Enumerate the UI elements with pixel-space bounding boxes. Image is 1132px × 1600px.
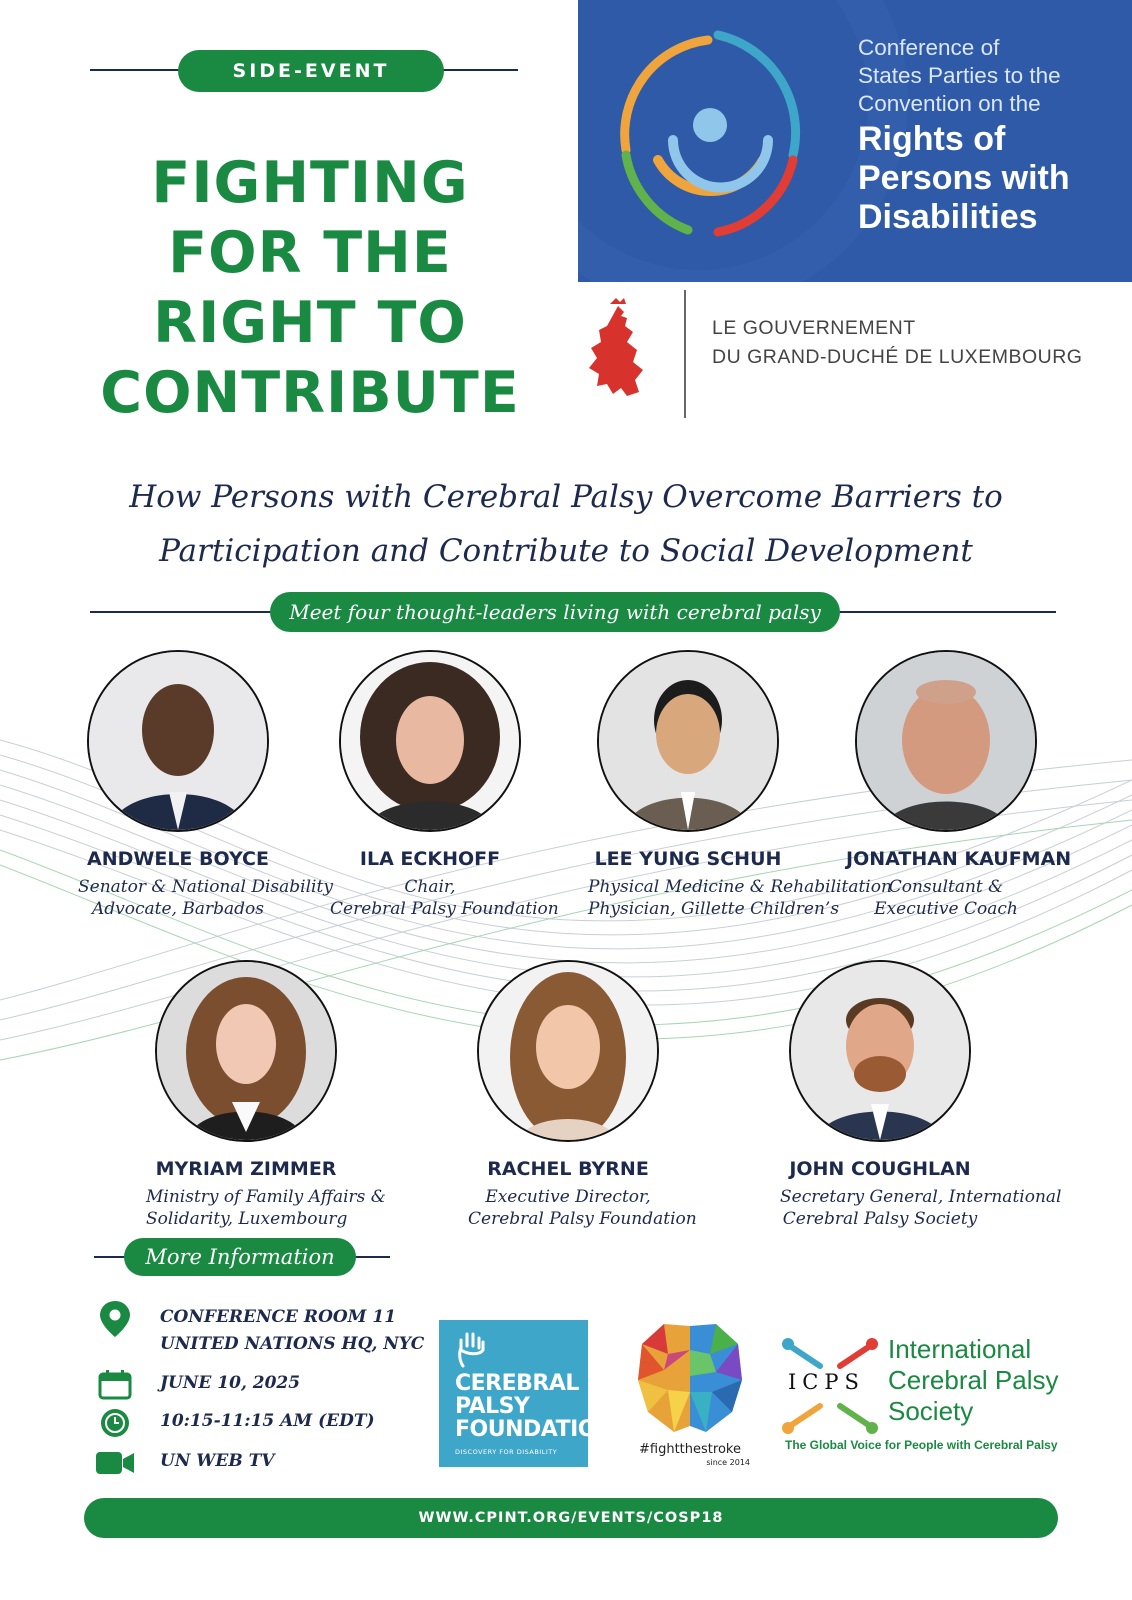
- speaker-role: Secretary General, International Cerebral Palsy Society: [780, 1187, 1062, 1229]
- calendar-icon: [96, 1370, 134, 1400]
- brain-logo-icon: [634, 1320, 746, 1440]
- speaker-photo: [597, 650, 779, 832]
- speaker-card: [78, 650, 333, 920]
- speaker-card: [780, 960, 1062, 1230]
- speaker-photo: [87, 650, 269, 832]
- hand-icon: [457, 1332, 487, 1368]
- side-event-badge: SIDE-EVENT: [178, 50, 444, 92]
- event-title: [60, 148, 560, 428]
- location-text: CONFERENCE ROOM 11 UNITED NATIONS HQ, NYC: [160, 1307, 425, 1354]
- clock-icon: [96, 1408, 134, 1438]
- video-camera-icon: [96, 1448, 134, 1478]
- fightthestroke-since: since 2014: [706, 1458, 750, 1467]
- conference-title-line: Persons with: [858, 159, 1070, 197]
- government-name: [712, 314, 1082, 372]
- title-line: FIGHTING: [151, 150, 469, 216]
- luxembourg-lion-icon: [578, 298, 658, 408]
- icps-name: International Cerebral Palsy Society: [888, 1334, 1059, 1426]
- speaker-role: Chair, Cerebral Palsy Foundation: [330, 877, 559, 919]
- event-url-link[interactable]: WWW.CPINT.ORG/EVENTS/COSP18: [84, 1498, 1058, 1538]
- speaker-role: Physical Medicine & Rehabilitation Physician, Gillette Children’s: [588, 877, 892, 919]
- conference-title: [858, 120, 1128, 237]
- speaker-name: ANDWELE BOYCE: [87, 848, 269, 870]
- title-line: FOR THE: [168, 220, 452, 286]
- speaker-role: Senator & National Disability Advocate, Barbados: [78, 877, 333, 919]
- government-divider: [684, 290, 686, 418]
- subtitle-line: How Persons with Cerebral Palsy Overcome Barriers to: [129, 479, 1003, 515]
- speaker-photo: [855, 650, 1037, 832]
- time-row: [96, 1408, 375, 1438]
- icps-tagline: The Global Voice for People with Cerebral Palsy: [785, 1438, 1058, 1452]
- speaker-photo: [155, 960, 337, 1142]
- event-subtitle: [60, 470, 1072, 578]
- meet-speakers-label: Meet four thought-leaders living with cerebral palsy: [270, 592, 840, 632]
- speaker-name: MYRIAM ZIMMER: [155, 1158, 337, 1180]
- conference-line: Conference of: [858, 35, 1000, 60]
- speaker-card: [846, 650, 1072, 920]
- cpf-tagline: DISCOVERY FOR DISABILITY: [455, 1448, 558, 1456]
- government-line: DU GRAND-DUCHÉ DE LUXEMBOURG: [712, 346, 1083, 368]
- time-text: 10:15-11:15 AM (EDT): [160, 1411, 375, 1431]
- subtitle-line: Participation and Contribute to Social Development: [159, 533, 973, 569]
- title-line: CONTRIBUTE: [100, 360, 520, 426]
- conference-title-line: Rights of: [858, 120, 1006, 158]
- stream-row: [96, 1448, 274, 1478]
- speaker-card: [588, 650, 892, 920]
- more-information-label: More Information: [124, 1238, 356, 1276]
- location-pin-icon: [96, 1304, 134, 1334]
- speaker-name: LEE YUNG SCHUH: [594, 848, 782, 870]
- conference-banner: [578, 0, 1132, 282]
- conference-line: Convention on the: [858, 91, 1041, 116]
- speaker-card: [468, 960, 697, 1230]
- speaker-card: [330, 650, 559, 920]
- speaker-role: Consultant & Executive Coach: [874, 877, 1018, 919]
- fightthestroke-hashtag: #fightthestroke: [639, 1442, 741, 1457]
- icps-abbreviation: ICPS: [788, 1370, 865, 1394]
- stream-text: UN WEB TV: [160, 1451, 275, 1471]
- speaker-photo: [339, 650, 521, 832]
- speaker-photo: [789, 960, 971, 1142]
- title-line: RIGHT TO: [153, 290, 467, 356]
- cpf-wordmark: CEREBRAL PALSY FOUNDATION: [455, 1371, 614, 1442]
- date-row: [96, 1370, 300, 1400]
- conference-title-line: Disabilities: [858, 198, 1038, 236]
- speaker-name: ILA ECKHOFF: [359, 848, 501, 870]
- speaker-role: Executive Director, Cerebral Palsy Foundation: [468, 1187, 697, 1229]
- speaker-photo: [477, 960, 659, 1142]
- speaker-name: JONATHAN KAUFMAN: [846, 848, 1072, 870]
- speaker-role: Ministry of Family Affairs & Solidarity, Luxembourg: [146, 1187, 386, 1229]
- conference-subtitle: [858, 34, 1118, 118]
- government-line: LE GOUVERNEMENT: [712, 317, 916, 339]
- date-text: JUNE 10, 2025: [160, 1373, 301, 1393]
- speaker-name: RACHEL BYRNE: [487, 1158, 649, 1180]
- conference-line: States Parties to the: [858, 63, 1061, 88]
- speaker-name: JOHN COUGHLAN: [789, 1158, 971, 1180]
- location-row: [96, 1304, 424, 1358]
- speaker-card: [146, 960, 386, 1230]
- cerebral-palsy-foundation-logo: [439, 1320, 614, 1467]
